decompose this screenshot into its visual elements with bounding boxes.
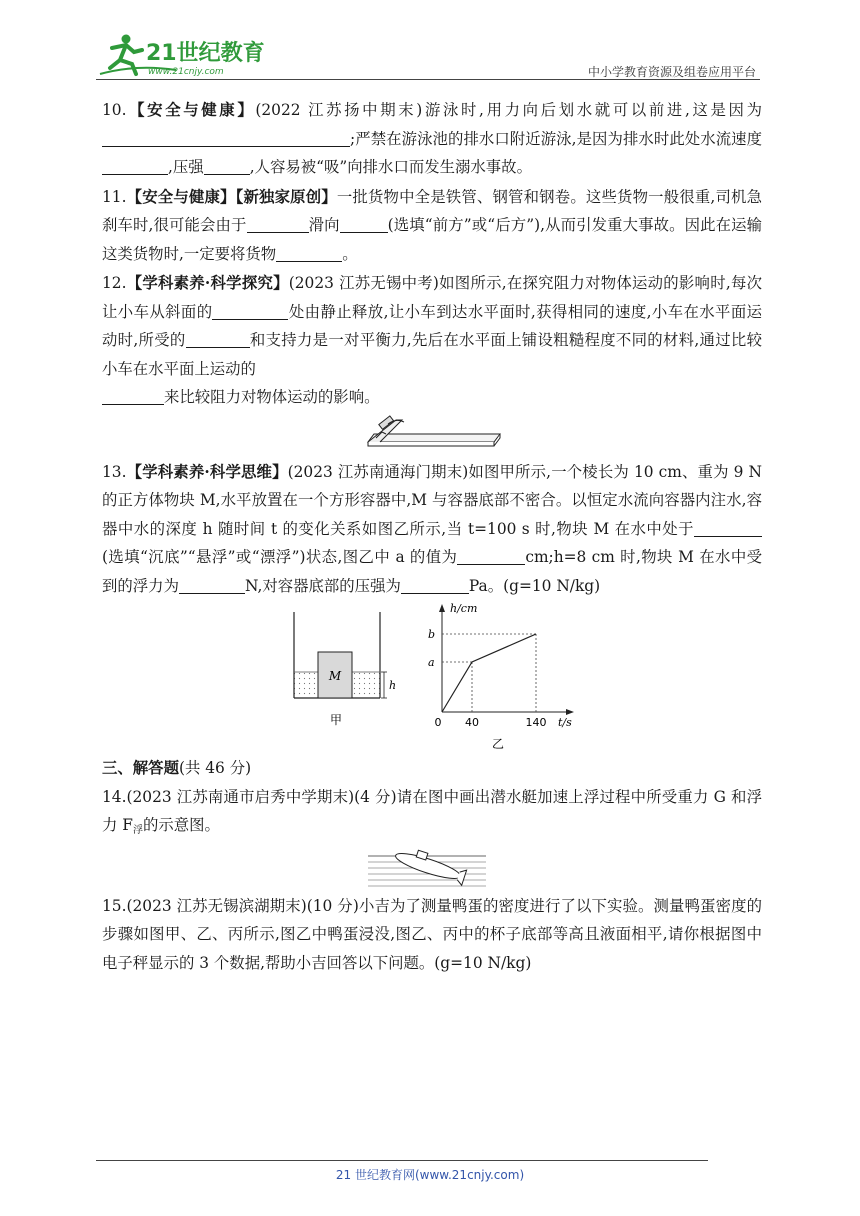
answer-blank[interactable] — [340, 214, 388, 233]
figure-jia-container — [288, 612, 398, 762]
question-11: 11.【安全与健康】【新独家原创】一批货物中全是铁管、钢管和钢卷。这些货物一般很重,司机急刹车时,很可能会由于 滑向 (选填“前方”或“后方”),从而引发重大事故。因此在运输这类货物时,一定要将货物 。 — [102, 187, 762, 263]
q13-figures — [102, 600, 762, 750]
submarine-drawing — [368, 846, 508, 892]
answer-blank[interactable] — [102, 156, 168, 175]
question-13: 13.【学科素养·科学思维】(2023 江苏南通海门期末)如图甲所示,一个棱长为 10 cm、重为 9 N 的正方体物块 M,水平放置在一个方形容器中,M 与容器底部不密合。以恒定水流向容器内注水,容器中水的深度 h 随时间 t 的变化关系如图乙所示,当 t=100 s 时,物块 M 在水中处于(选填“沉底”“悬浮”或“漂浮”)状态,图乙中 a 的值为 cm;h=8 cm 时,物块 M 在水中受到的浮力为 N,对容器底部的压强为 Pa。(g=10 N/kg) — [102, 462, 763, 595]
svg-text:a: a — [428, 656, 435, 669]
header-divider — [96, 79, 760, 80]
figure-yi-graph — [422, 600, 602, 750]
answer-blank[interactable] — [204, 156, 250, 175]
svg-text:b: b — [428, 628, 436, 641]
answer-blank[interactable] — [102, 128, 350, 147]
svg-text:h: h — [389, 679, 397, 692]
svg-text:0: 0 — [434, 716, 442, 729]
svg-text:甲: 甲 — [329, 713, 343, 727]
answer-blank[interactable] — [179, 575, 245, 594]
answer-blank[interactable] — [186, 329, 250, 348]
site-logo — [96, 30, 276, 78]
svg-text:h/cm: h/cm — [450, 602, 478, 615]
answer-blank[interactable] — [247, 214, 309, 233]
answer-blank[interactable] — [276, 243, 342, 262]
platform-title: 中小学教育资源及组卷应用平台 — [587, 65, 756, 79]
section-3-title: 三、解答题(共 46 分) — [102, 759, 252, 777]
question-10: 10.【安全与健康】(2022 江苏扬中期末)游泳时,用力向后划水就可以前进,这是因为;严禁在游泳池的排水口附近游泳,是因为排水时此处水流速度,压强 ,人容易被“吸”向排水口而发生溺水事故。 — [102, 101, 762, 176]
svg-text:www.21cnjy.com: www.21cnjy.com — [148, 67, 224, 77]
question-content — [102, 96, 762, 977]
incline-cart-drawing — [102, 412, 762, 456]
answer-blank[interactable] — [102, 386, 164, 405]
page-header — [96, 30, 760, 82]
svg-text:M: M — [328, 669, 342, 683]
question-12: 12.【学科素养·科学探究】(2023 江苏无锡中考)如图所示,在探究阻力对物体运动的影响时,每次让小车从斜面的 处由静止释放,让小车到达水平面时,获得相同的速度,小车在水平面运动时,所受的 和支持力是一对平衡力,先后在水平面上铺设粗糙程度不同的材料,通过比较小车在水平面上运动的 来比较阻力对物体运动的影响。 — [102, 274, 763, 406]
answer-blank[interactable] — [694, 518, 762, 537]
svg-text:t/s: t/s — [558, 716, 572, 729]
svg-text:40: 40 — [465, 716, 479, 729]
question-15: 15.(2023 江苏无锡滨湖期末)(10 分)小吉为了测量鸭蛋的密度进行了以下实验。测量鸭蛋密度的步骤如图甲、乙、丙所示,图乙中鸭蛋浸没,图乙、丙中的杯子底部等高且液面相平,请你根据图中电子秤显示的 3 个数据,帮助小吉回答以下问题。(g=10 N/kg) — [102, 896, 762, 972]
answer-blank[interactable] — [457, 546, 525, 565]
question-14: 14.(2023 江苏南通市启秀中学期末)(4 分)请在图中画出潜水艇加速上浮过程中所受重力 G 和浮力 $F_浮$的示意图。 — [102, 787, 762, 836]
answer-blank[interactable] — [212, 301, 288, 320]
answer-blank[interactable] — [401, 575, 469, 594]
submarine-figure — [102, 846, 762, 892]
footer-divider — [96, 1160, 708, 1161]
incline-cart-figure — [102, 412, 762, 456]
svg-text:乙: 乙 — [491, 737, 505, 750]
svg-text:140: 140 — [525, 716, 547, 729]
svg-text:21世纪教育: 21世纪教育 — [146, 41, 265, 66]
page-footer: 21 世纪教育网(www.21cnjy.com) — [335, 1168, 525, 1182]
